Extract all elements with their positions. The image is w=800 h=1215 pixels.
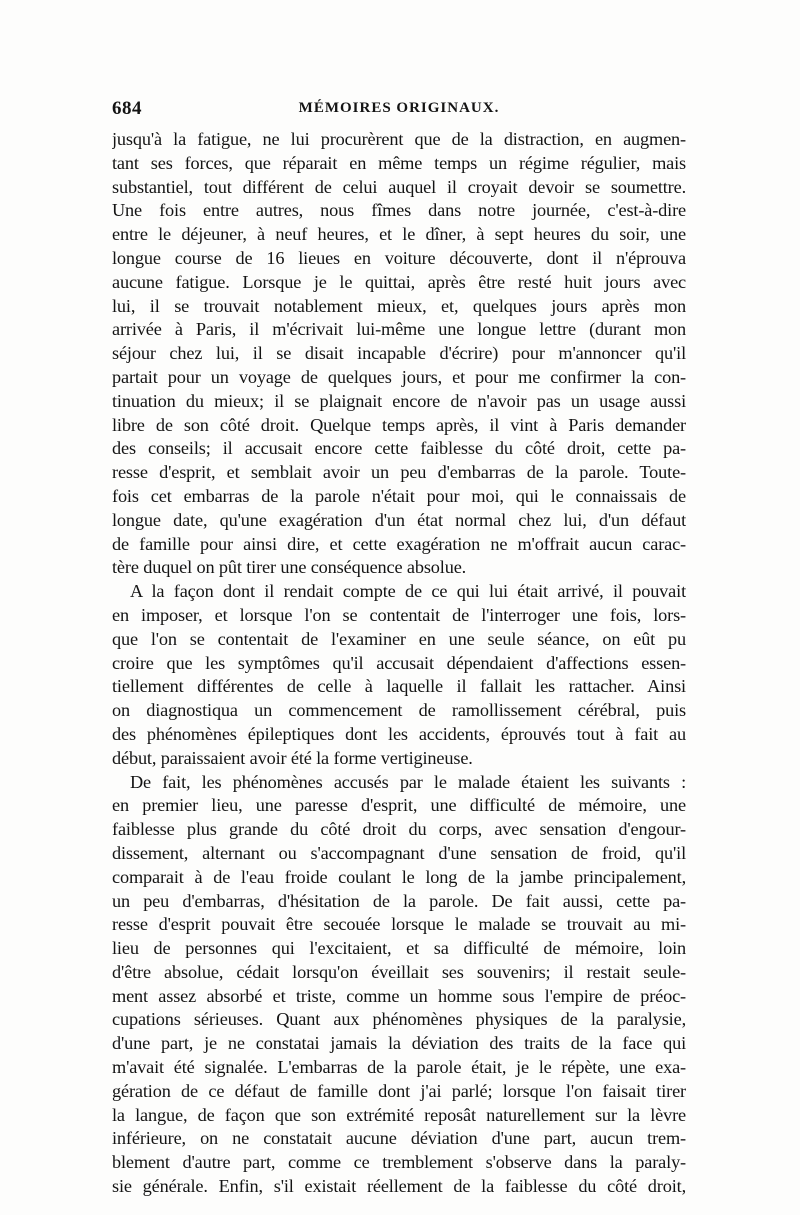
- text-line: ment assez absorbé et triste, comme un homme sous l'empire de préoc-: [112, 985, 686, 1006]
- text-line: des phénomènes épileptiques dont les accidents, éprouvés tout à fait au: [112, 723, 686, 744]
- text-line: cupations sérieuses. Quant aux phénomènes physiques de la paralysie,: [112, 1009, 686, 1030]
- text-line: inférieure, on ne constatait aucune déviation d'une part, aucun trem-: [112, 1128, 686, 1149]
- text-line: que l'on se contentait de l'examiner en une seule séance, on eût pu: [112, 628, 686, 649]
- text-line: libre de son côté droit. Quelque temps après, il vint à Paris demander: [112, 414, 686, 435]
- text-line: aucune fatigue. Lorsque je le quittai, après être resté huit jours avec: [112, 271, 686, 292]
- text-line: début, paraissaient avoir été la forme vertigineuse.: [112, 747, 473, 768]
- text-line: tant ses forces, que réparait en même temps un régime régulier, mais: [112, 152, 686, 173]
- text-line: lui, il se trouvait notablement mieux, et, quelques jours après mon: [112, 295, 686, 316]
- text-line: sie générale. Enfin, s'il existait réellement de la faiblesse du côté droit,: [112, 1176, 686, 1197]
- page-number: 684: [112, 98, 142, 119]
- text-line: fois cet embarras de la parole n'était pour moi, qui le connaissais de: [112, 485, 686, 506]
- text-line: dissement, alternant ou s'accompagnant d'une sensation de froid, qu'il: [112, 842, 686, 863]
- text-line: longue course de 16 lieues en voiture découverte, dont il n'éprouva: [112, 247, 686, 268]
- text-line: tinuation du mieux; il se plaignait encore de n'avoir pas un usage aussi: [112, 390, 686, 411]
- text-line: des conseils; il accusait encore cette faiblesse du côté droit, cette pa-: [112, 438, 686, 459]
- running-title: MÉMOIRES ORIGINAUX.: [298, 100, 500, 116]
- text-line: croire que les symptômes qu'il accusait dépendaient d'affections essen-: [112, 652, 686, 673]
- text-line: lieu de personnes qui l'excitaient, et sa difficulté de mémoire, loin: [112, 938, 686, 959]
- text-line: comparait à de l'eau froide coulant le long de la jambe principalement,: [112, 866, 686, 887]
- text-line: en imposer, et lorsque l'on se contentait de l'interroger une fois, lors-: [112, 604, 686, 625]
- text-line: partait pour un voyage de quelques jours, et pour me confirmer la con-: [112, 366, 686, 387]
- text-line: longue date, qu'une exagération d'un état normal chez lui, d'un défaut: [112, 509, 686, 530]
- text-line: de famille pour ainsi dire, et cette exagération ne m'offrait aucun carac-: [112, 533, 686, 554]
- text-line: entre le déjeuner, à neuf heures, et le dîner, à sept heures du soir, une: [112, 224, 686, 245]
- running-head: [112, 98, 686, 126]
- text-line: arrivée à Paris, il m'écrivait lui-même une longue lettre (durant mon: [112, 319, 686, 340]
- text-line: d'être absolue, cédait lorsqu'on éveillait ses souvenirs; il restait seule-: [112, 961, 686, 982]
- text-line: la langue, de façon que son extrémité reposât naturellement sur la lèvre: [112, 1104, 686, 1125]
- text-line: jusqu'à la fatigue, ne lui procurèrent que de la distraction, en augmen-: [112, 129, 686, 149]
- text-line: resse d'esprit, et semblait avoir un peu d'embarras de la parole. Toute-: [112, 462, 686, 483]
- text-line: De fait, les phénomènes accusés par le malade étaient les suivants :: [130, 771, 686, 792]
- text-line: tiellement différentes de celle à laquelle il fallait les rattacher. Ainsi: [112, 676, 686, 697]
- text-line: resse d'esprit pouvait être secouée lorsque le malade se trouvait au mi-: [112, 914, 686, 935]
- text-line: Une fois entre autres, nous fîmes dans notre journée, c'est-à-dire: [112, 200, 686, 221]
- text-line: faiblesse plus grande du côté droit du corps, avec sensation d'engour-: [112, 819, 686, 840]
- text-line: blement d'autre part, comme ce tremblement s'observe dans la paraly-: [112, 1152, 686, 1173]
- text-line: m'avait été signalée. L'embarras de la parole était, je le répète, une exa-: [112, 1057, 686, 1078]
- text-line: on diagnostiqua un commencement de ramollissement cérébral, puis: [112, 700, 686, 721]
- body-text: [112, 128, 686, 1199]
- text-line: substantiel, tout différent de celui auquel il croyait devoir se soumettre.: [112, 176, 686, 197]
- text-line: A la façon dont il rendait compte de ce qui lui était arrivé, il pouvait: [130, 581, 686, 602]
- text-line: en premier lieu, une paresse d'esprit, une difficulté de mémoire, une: [112, 795, 686, 816]
- text-line: d'une part, je ne constatai jamais la déviation des traits de la face qui: [112, 1033, 686, 1054]
- text-line: tère duquel on pût tirer une conséquence absolue.: [112, 557, 467, 578]
- text-line: un peu d'embarras, d'hésitation de la parole. De fait aussi, cette pa-: [112, 890, 686, 911]
- text-line: séjour chez lui, il se disait incapable d'écrire) pour m'annoncer qu'il: [112, 343, 686, 364]
- text-line: gération de ce défaut de famille dont j'ai parlé; lorsque l'on faisait tirer: [112, 1080, 686, 1101]
